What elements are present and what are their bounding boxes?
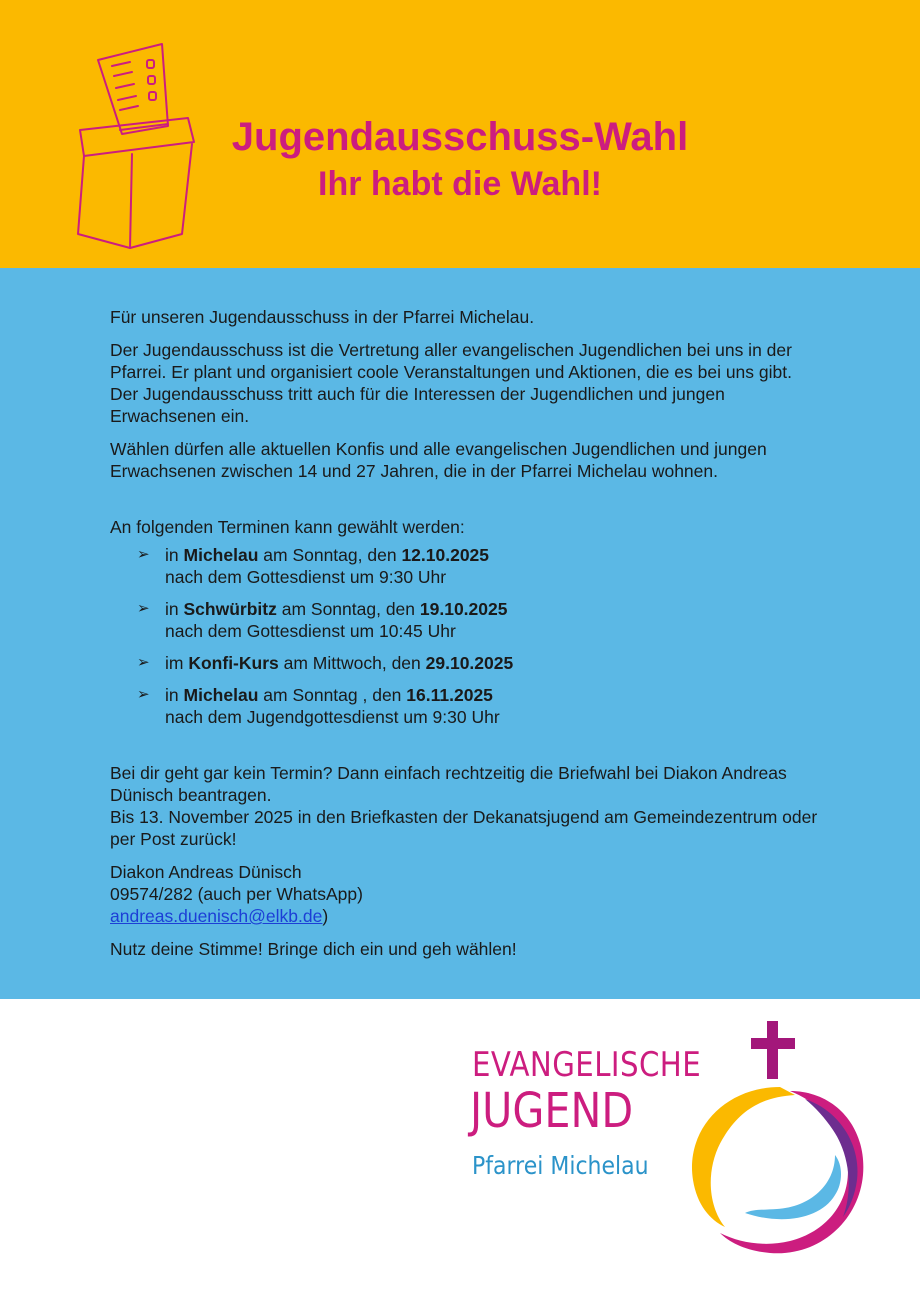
logo-line-2: JUGEND [470,1083,634,1139]
date-note: nach dem Jugendgottesdienst um 9:30 Uhr [165,707,500,727]
date-place: Michelau [183,685,259,705]
date-place: Konfi-Kurs [188,653,279,673]
title-block [210,112,710,206]
date-note: nach dem Gottesdienst um 9:30 Uhr [165,567,447,587]
logo-line-3: Pfarrei Michelau [472,1151,649,1180]
arrow-bullet-icon: ➢ [137,686,150,703]
description-paragraph: Der Jugendausschuss ist die Vertretung aller evangelischen Jugendlichen bei uns in der Pfarrei. Er plant und organisiert coole Veranstaltungen und Aktionen, die es bei uns gibt. Der Jugendausschuss tritt auch für die Interessen der Jugendlichen und jungen Erwachsenen ein. [110,340,792,426]
intro-paragraph: Für unseren Jugendausschuss in der Pfarrei Michelau. [110,307,535,327]
arrow-bullet-icon: ➢ [137,600,150,617]
dates-intro: An folgenden Terminen kann gewählt werden: [110,517,465,537]
contact-email-link[interactable]: andreas.duenisch@elkb.de [110,906,323,926]
contact-block: Diakon Andreas Dünisch 09574/282 (auch per WhatsApp) andreas.duenisch@elkb.de) [110,862,363,926]
date-value: 29.10.2025 [425,653,514,673]
header-banner [0,0,920,268]
date-place: Schwürbitz [183,599,277,619]
eligibility-paragraph: Wählen dürfen alle aktuellen Konfis und alle evangelischen Jugendlichen und jungen Erwachsenen zwischen 14 und 27 Jahren, die in der Pfarrei Michelau wohnen. [110,439,767,481]
contact-phone: 09574/282 (auch per WhatsApp) [110,884,363,904]
date-value: 16.11.2025 [406,685,493,705]
list-item: ➢ im Konfi-Kurs am Mittwoch, den 29.10.2025 [137,653,514,673]
date-place: Michelau [183,545,259,565]
list-item: ➢ in Michelau am Sonntag , den 16.11.2025 nach dem Jugendgottesdienst um 9:30 Uhr [137,685,500,727]
ballot-box-icon [70,38,205,253]
postal-vote-paragraph: Bei dir geht gar kein Termin? Dann einfach rechtzeitig die Briefwahl bei Diakon Andreas Dünisch beantragen. [110,763,787,805]
page-subtitle: Ihr habt die Wahl! [318,165,602,203]
date-note: nach dem Gottesdienst um 10:45 Uhr [165,621,456,641]
cross-circle-logo-icon [685,1015,875,1265]
list-item: ➢ in Schwürbitz am Sonntag, den 19.10.2025 nach dem Gottesdienst um 10:45 Uhr [137,599,508,641]
contact-name: Diakon Andreas Dünisch [110,862,302,882]
closing-paragraph: Nutz deine Stimme! Bringe dich ein und geh wählen! [110,939,517,959]
list-item: ➢ in Michelau am Sonntag, den 12.10.2025 nach dem Gottesdienst um 9:30 Uhr [137,545,490,587]
evangelische-jugend-logo [470,1015,890,1275]
page-title: Jugendausschuss-Wahl [231,115,689,159]
date-value: 12.10.2025 [401,545,490,565]
main-content-area [0,268,920,999]
postal-deadline-paragraph: Bis 13. November 2025 in den Briefkasten der Dekanatsjugend am Gemeindezentrum oder per Post zurück! [110,807,818,849]
arrow-bullet-icon: ➢ [137,546,150,563]
dates-list [110,544,820,728]
date-value: 19.10.2025 [419,599,508,619]
logo-line-1: EVANGELISCHE [472,1045,702,1085]
content-text [110,306,820,971]
arrow-bullet-icon: ➢ [137,654,150,671]
